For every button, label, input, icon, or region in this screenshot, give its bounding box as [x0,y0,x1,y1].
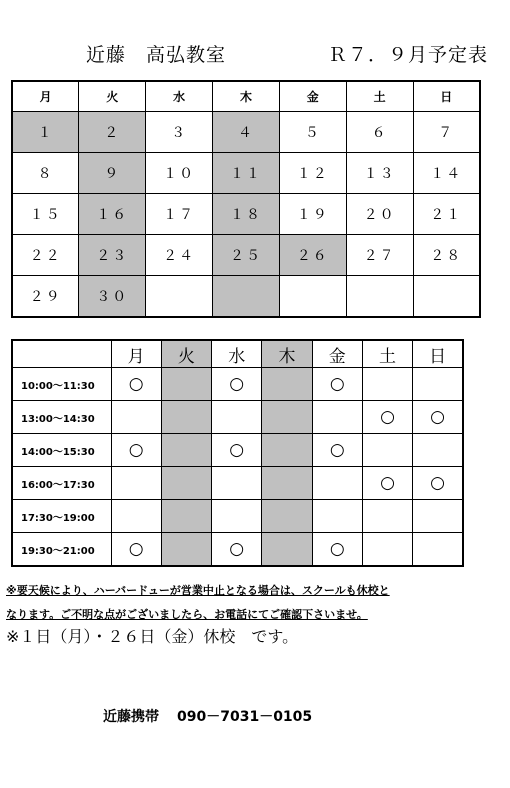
slot-mark [161,500,211,533]
calendar-week [12,153,480,194]
school-title: 近藤 高弘教室 [86,44,227,66]
slot-mark: ○ [111,434,161,467]
schedule-row [12,500,463,533]
slot-mark [362,434,412,467]
slot-mark [262,467,312,500]
calendar-cell: ２０ [346,194,413,235]
calendar-cell: １２ [279,153,346,194]
slot-mark [111,500,161,533]
calendar-cell: １ [12,112,79,153]
schedule-header-row [12,340,463,368]
slot-mark: ○ [312,434,362,467]
cal-day-sat: 土 [346,81,413,112]
sched-day-sun: 日 [413,340,463,368]
calendar-cell: ４ [213,112,280,153]
calendar-cell: ２６ [279,235,346,276]
time-slot: 19:30～21:00 [12,533,111,567]
slot-mark: ○ [212,434,262,467]
calendar-cell [213,276,280,318]
sched-day-fri: 金 [312,340,362,368]
time-slot: 16:00～17:30 [12,467,111,500]
calendar-week [12,112,480,153]
schedule-row [12,434,463,467]
calendar-table [11,80,481,318]
sched-day-mon: 月 [111,340,161,368]
slot-mark: ○ [312,533,362,567]
schedule-row [12,368,463,401]
calendar-week [12,276,480,318]
slot-mark [262,368,312,401]
slot-mark [212,467,262,500]
cal-day-sun: 日 [413,81,480,112]
slot-mark [161,467,211,500]
slot-mark: ○ [111,533,161,567]
time-slot: 10:00～11:30 [12,368,111,401]
slot-mark [312,401,362,434]
calendar-cell: ９ [79,153,146,194]
slot-mark [212,401,262,434]
slot-mark [312,500,362,533]
slot-mark [161,434,211,467]
closure-notice: ※１日（月）・２６日（金）休校 です。 [6,627,299,646]
slot-mark [161,533,211,567]
slot-mark [262,500,312,533]
slot-mark [212,500,262,533]
calendar-cell: ５ [279,112,346,153]
calendar-cell: １９ [279,194,346,235]
calendar-cell: １３ [346,153,413,194]
calendar-cell: ２８ [413,235,480,276]
calendar-cell: １８ [213,194,280,235]
slot-mark [312,467,362,500]
slot-mark: ○ [362,467,412,500]
cal-day-fri: 金 [279,81,346,112]
calendar-cell: ３０ [79,276,146,318]
calendar-cell: １７ [146,194,213,235]
sched-day-tue: 火 [161,340,211,368]
calendar-cell [413,276,480,318]
slot-mark: ○ [413,467,463,500]
slot-mark [413,500,463,533]
slot-mark [413,368,463,401]
inquiry-notice: なります。ご不明な点がございましたら、お電話にてご確認下さいませ。 [6,608,368,621]
slot-mark [362,368,412,401]
calendar-cell: ２３ [79,235,146,276]
calendar-cell: ２２ [12,235,79,276]
calendar-cell [146,276,213,318]
month-title: Ｒ７．９月予定表 [328,44,489,66]
calendar-cell: ２１ [413,194,480,235]
slot-mark: ○ [413,401,463,434]
phone-number: 090－7031－0105 [177,709,313,725]
calendar-cell: １４ [413,153,480,194]
sched-day-sat: 土 [362,340,412,368]
slot-mark [413,434,463,467]
calendar-week [12,194,480,235]
calendar-cell [346,276,413,318]
calendar-cell: ６ [346,112,413,153]
slot-mark [262,401,312,434]
schedule-row [12,467,463,500]
calendar-cell: １１ [213,153,280,194]
calendar-cell: １６ [79,194,146,235]
calendar-cell: １０ [146,153,213,194]
slot-mark: ○ [111,368,161,401]
slot-mark: ○ [212,533,262,567]
schedule-row [12,533,463,567]
calendar-cell: ３ [146,112,213,153]
slot-mark [111,467,161,500]
calendar-cell [279,276,346,318]
cal-day-wed: 水 [146,81,213,112]
slot-mark [362,500,412,533]
slot-mark [413,533,463,567]
cal-day-thu: 木 [213,81,280,112]
slot-mark [161,401,211,434]
calendar-cell: ２４ [146,235,213,276]
schedule-row [12,401,463,434]
calendar-cell: ８ [12,153,79,194]
time-slot: 13:00～14:30 [12,401,111,434]
slot-mark: ○ [312,368,362,401]
cal-day-tue: 火 [79,81,146,112]
contact-label: 近藤携帯 [103,709,159,725]
calendar-week [12,235,480,276]
slot-mark [362,533,412,567]
sched-day-thu: 木 [262,340,312,368]
slot-mark: ○ [212,368,262,401]
calendar-cell: ７ [413,112,480,153]
slot-mark [111,401,161,434]
schedule-corner [12,340,111,368]
weather-notice: ※要天候により、ハーバードューが営業中止となる場合は、スクールも休校と [6,584,390,597]
cal-day-mon: 月 [12,81,79,112]
time-slot: 17:30～19:00 [12,500,111,533]
time-slot: 14:00～15:30 [12,434,111,467]
schedule-table [11,339,464,567]
slot-mark: ○ [362,401,412,434]
calendar-header-row [12,81,480,112]
slot-mark [262,434,312,467]
calendar-cell: ２７ [346,235,413,276]
sched-day-wed: 水 [212,340,262,368]
calendar-cell: ２５ [213,235,280,276]
slot-mark [262,533,312,567]
calendar-cell: １５ [12,194,79,235]
slot-mark [161,368,211,401]
calendar-cell: ２ [79,112,146,153]
contact-info [103,706,330,726]
calendar-cell: ２９ [12,276,79,318]
